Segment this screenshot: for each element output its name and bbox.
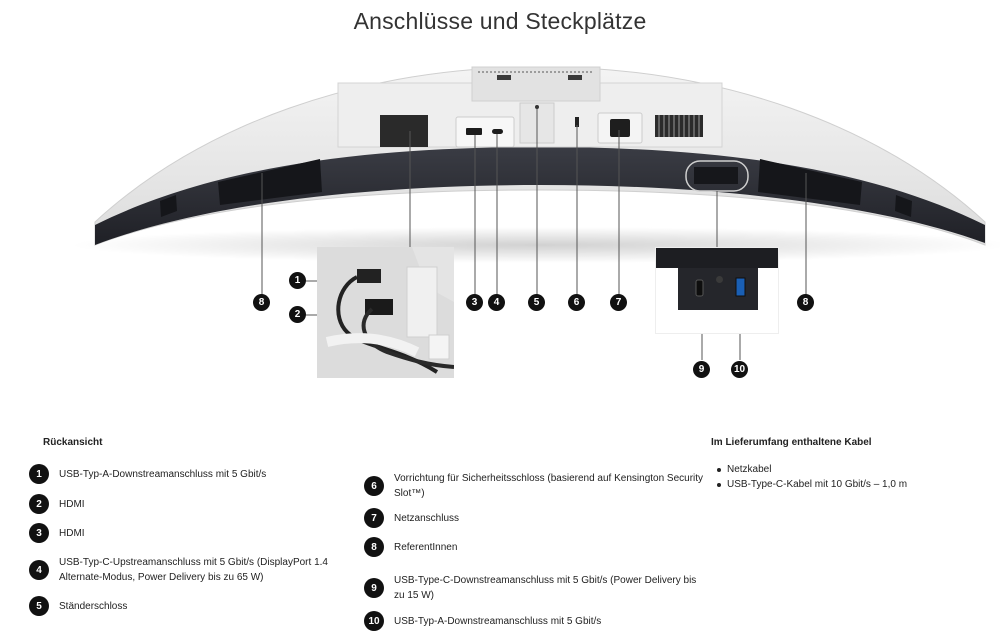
callout-badge: 8 xyxy=(253,294,270,311)
list-item xyxy=(29,596,349,616)
callout-badge: 9 xyxy=(693,361,710,378)
list-item xyxy=(364,537,709,557)
callout-badge: 5 xyxy=(528,294,545,311)
callout-badge: 8 xyxy=(797,294,814,311)
item-text: USB-Type-C-Downstreamanschluss mit 5 Gbit/s (Power Delivery bis zu 15 W) xyxy=(394,575,697,601)
item-number: 2 xyxy=(29,494,49,514)
monitor-rear-illustration xyxy=(0,55,1000,395)
item-number: 4 xyxy=(29,560,49,580)
monitor-drawing xyxy=(0,55,1000,395)
list-item xyxy=(364,508,709,528)
list-item xyxy=(29,464,349,484)
item-number: 5 xyxy=(29,596,49,616)
list-item: Netzkabel xyxy=(716,462,907,477)
usb-hub-photo xyxy=(655,247,779,334)
callout-badge: 1 xyxy=(289,272,306,289)
item-text: USB-Typ-A-Downstreamanschluss mit 5 Gbit/s xyxy=(394,615,602,627)
callout-badge: 7 xyxy=(610,294,627,311)
list-item xyxy=(364,611,709,631)
item-text: HDMI xyxy=(59,498,85,510)
list-item xyxy=(29,523,349,543)
item-number: 6 xyxy=(364,476,384,496)
callout-badge: 6 xyxy=(568,294,585,311)
item-text: Netzanschluss xyxy=(394,512,460,524)
list-item xyxy=(364,471,709,501)
item-number: 10 xyxy=(364,611,384,631)
list-item xyxy=(29,555,349,585)
cable-closeup-drawing xyxy=(317,247,454,378)
callout-badge: 4 xyxy=(488,294,505,311)
callout-badge: 3 xyxy=(466,294,483,311)
included-cables-heading: Im Lieferumfang enthaltene Kabel xyxy=(711,437,872,448)
list-item: USB-Type-C-Kabel mit 10 Gbit/s – 1,0 m xyxy=(716,477,907,492)
included-cables-list xyxy=(716,462,907,492)
list-item xyxy=(29,494,349,514)
item-text: Ständerschloss xyxy=(59,600,128,612)
item-number: 1 xyxy=(29,464,49,484)
callout-badge: 2 xyxy=(289,306,306,323)
usb-hub-drawing xyxy=(656,248,779,334)
item-number: 7 xyxy=(364,508,384,528)
page-title: Anschlüsse und Steckplätze xyxy=(353,8,647,34)
rear-view-heading: Rückansicht xyxy=(43,437,103,448)
item-text: USB-Typ-C-Upstreamanschluss mit 5 Gbit/s (DisplayPort 1.4 Alternate-Modus, Power Delivery bis zu 65 W) xyxy=(59,557,328,583)
cable-closeup-photo xyxy=(317,247,454,378)
item-text: Vorrichtung für Sicherheitsschloss (basierend auf Kensington Security Slot™) xyxy=(394,473,704,499)
callout-badge: 10 xyxy=(731,361,748,378)
item-text: HDMI xyxy=(59,527,85,539)
item-text: USB-Typ-A-Downstreamanschluss mit 5 Gbit/s xyxy=(59,468,267,480)
item-number: 3 xyxy=(29,523,49,543)
item-text: ReferentInnen xyxy=(394,541,458,553)
list-item xyxy=(364,573,709,603)
item-number: 8 xyxy=(364,537,384,557)
item-number: 9 xyxy=(364,578,384,598)
